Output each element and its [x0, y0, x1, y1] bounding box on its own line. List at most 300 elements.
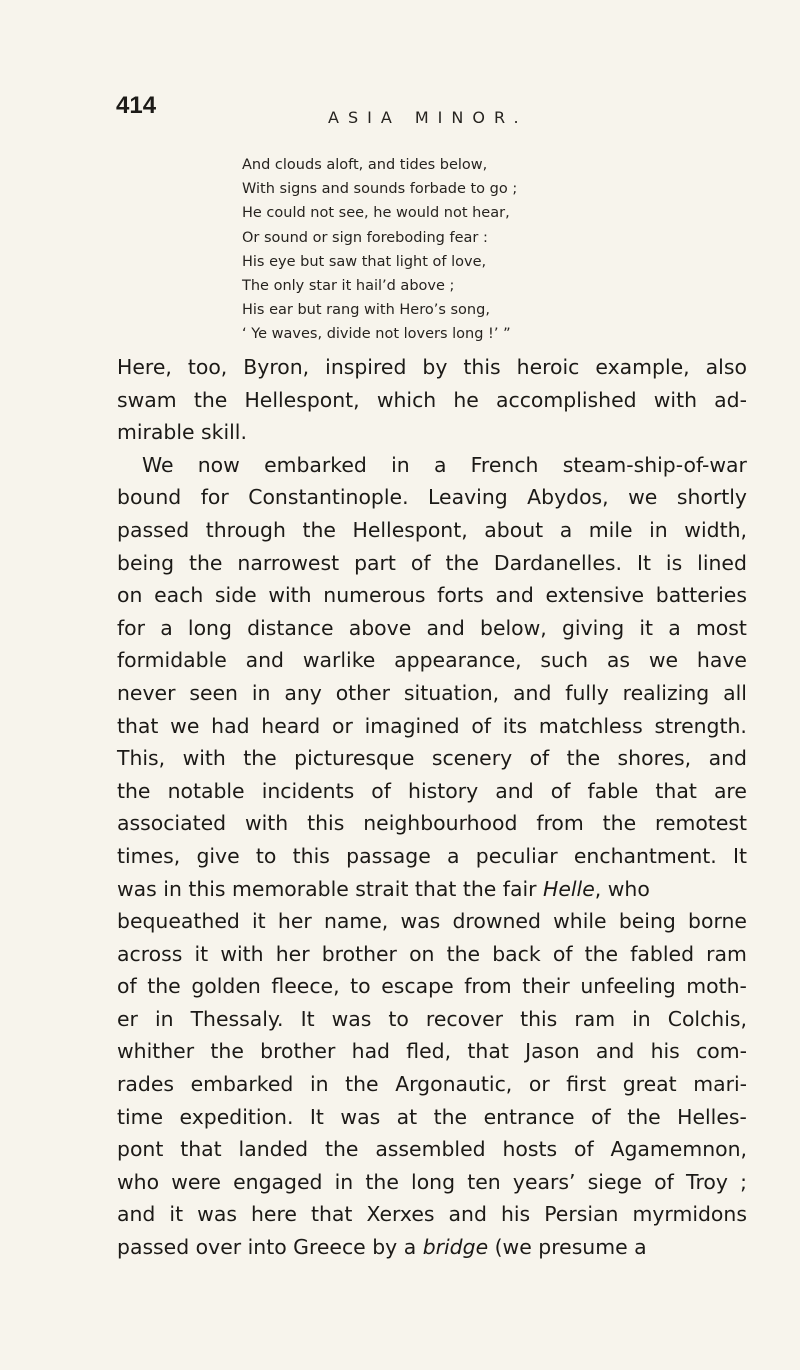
word: to	[388, 1006, 409, 1031]
word: Agamemnon,	[610, 1137, 747, 1162]
word: inspired	[325, 355, 407, 379]
word: the	[345, 1072, 379, 1097]
word: It	[732, 843, 747, 868]
text-line-content: was in this memorable strait that the fair	[117, 876, 543, 901]
word: steam-ship-of-war	[562, 452, 747, 477]
text-line	[117, 905, 747, 938]
word: most	[695, 615, 747, 640]
word: the	[627, 1104, 661, 1129]
text-line-content	[117, 644, 747, 677]
word: and	[448, 1202, 487, 1227]
word: it	[169, 1202, 184, 1227]
word: were	[171, 1169, 221, 1194]
word: peculiar	[475, 843, 558, 868]
word: was	[197, 1202, 237, 1227]
word: notable	[167, 778, 245, 803]
word: never	[117, 680, 176, 705]
word: side	[214, 583, 257, 608]
word: part	[354, 550, 396, 575]
verse-line: His ear but rang with Hero’s song,	[242, 302, 490, 319]
word: their	[522, 974, 570, 999]
word: Hellespont,	[244, 387, 360, 412]
word: Xerxes	[366, 1202, 435, 1227]
word: it	[252, 909, 266, 934]
text-line	[117, 547, 747, 580]
word: the	[302, 517, 336, 542]
text-line	[117, 1231, 747, 1264]
text-line	[117, 775, 747, 808]
word: about	[484, 517, 544, 542]
verse-quotation	[242, 153, 712, 347]
word: a	[668, 615, 681, 640]
text-line-content	[117, 1068, 747, 1101]
word: This,	[117, 746, 166, 771]
word: of	[410, 550, 431, 575]
word: Abydos,	[527, 485, 609, 510]
word: the	[445, 550, 479, 575]
word: associated	[117, 811, 227, 836]
verse-line: With signs and sounds forbade to go ;	[242, 181, 518, 198]
word: Dardanelles.	[493, 550, 622, 575]
word: strength.	[654, 713, 747, 738]
word: back	[492, 941, 541, 966]
text-line-content	[117, 1035, 747, 1068]
word: this	[520, 1006, 558, 1031]
word: fleece,	[271, 974, 340, 999]
word: formidable	[117, 648, 227, 673]
word: heard	[261, 713, 321, 738]
word: had	[211, 713, 250, 738]
word: fabled	[630, 941, 695, 966]
text-line	[117, 1133, 747, 1166]
verse-line: His eye but saw that light of love,	[242, 253, 487, 270]
text-line-content	[117, 612, 747, 645]
word: through	[205, 517, 286, 542]
word: too,	[187, 355, 228, 379]
word: We	[142, 452, 174, 477]
text-line-content	[117, 938, 747, 971]
word: rades	[117, 1072, 174, 1097]
word: enchantment.	[573, 843, 717, 868]
text-line	[117, 938, 747, 971]
word: times,	[117, 843, 181, 868]
word: that	[180, 1137, 222, 1162]
text-line-content	[117, 579, 747, 612]
word: and	[426, 615, 465, 640]
word: situation,	[403, 680, 500, 705]
word: in	[391, 452, 410, 477]
text-line-content	[117, 970, 747, 1003]
word: or	[331, 713, 353, 738]
text-line-content: mirable skill.	[117, 420, 247, 445]
text-line-content	[117, 1166, 747, 1199]
word: Jason	[525, 1039, 580, 1064]
word: we	[170, 713, 200, 738]
word: this	[463, 355, 501, 379]
word: it	[194, 941, 209, 966]
word: that	[467, 1039, 509, 1064]
word: each	[154, 583, 204, 608]
word: the	[147, 974, 181, 999]
word: his	[650, 1039, 680, 1064]
word: being	[618, 909, 676, 934]
word: brother	[260, 1039, 336, 1064]
word: with	[220, 941, 264, 966]
word: the	[243, 746, 277, 771]
word: of	[550, 778, 571, 803]
word: and	[708, 746, 747, 771]
text-line	[117, 579, 747, 612]
word: giving	[561, 615, 625, 640]
word: have	[696, 648, 747, 673]
word: example,	[595, 355, 690, 379]
word: that	[655, 778, 697, 803]
word: narrowest	[237, 550, 340, 575]
word: imagined	[364, 713, 460, 738]
word: expedition.	[179, 1104, 294, 1129]
word: moth-	[686, 974, 747, 999]
word: years’	[512, 1169, 576, 1194]
word: picturesque	[294, 746, 415, 771]
word: first	[566, 1072, 607, 1097]
text-line-content	[117, 351, 747, 384]
word: its	[502, 713, 528, 738]
word: lined	[697, 550, 747, 575]
text-line	[117, 840, 747, 873]
word: and	[117, 1202, 156, 1227]
word: all	[723, 680, 747, 705]
text-line-content	[142, 449, 747, 482]
text-line	[117, 742, 747, 775]
word: with	[244, 811, 289, 836]
word: forts	[437, 583, 484, 608]
word: in	[649, 517, 668, 542]
text-line-content	[117, 1198, 747, 1231]
text-line	[117, 1101, 747, 1134]
italic-name-helle: Helle	[542, 876, 595, 901]
word: matchless	[538, 713, 643, 738]
text-line-content	[117, 677, 747, 710]
word: now	[197, 452, 240, 477]
word: the	[210, 1039, 244, 1064]
word: is	[665, 550, 683, 575]
text-line	[117, 384, 747, 417]
word: the	[433, 1104, 468, 1129]
word: the	[193, 387, 228, 412]
word: of	[552, 941, 573, 966]
word: It	[636, 550, 651, 575]
word: scenery	[431, 746, 513, 771]
word: a	[433, 452, 447, 477]
text-line	[117, 807, 747, 840]
word: accomplished	[496, 387, 637, 412]
text-line-content	[117, 1133, 747, 1166]
word: in	[632, 1006, 651, 1031]
word: ram	[706, 941, 747, 966]
word: and	[495, 778, 534, 803]
word: as	[606, 648, 631, 673]
text-line	[117, 873, 747, 906]
word: extensive	[545, 583, 645, 608]
word: borne	[688, 909, 747, 934]
word: from	[536, 811, 584, 836]
italic-word-bridge: bridge	[422, 1235, 489, 1260]
word: we	[648, 648, 679, 673]
text-line-content	[117, 481, 747, 514]
word: to	[255, 843, 277, 868]
word: heroic	[516, 355, 580, 379]
word: long	[411, 1169, 456, 1194]
word: remotest	[655, 811, 747, 836]
word: mile	[588, 517, 633, 542]
text-line	[117, 1198, 747, 1231]
word: of	[471, 713, 492, 738]
word: while	[553, 909, 607, 934]
running-title: ASIA MINOR.	[328, 108, 528, 127]
word: give	[196, 843, 240, 868]
word: time	[117, 1104, 164, 1129]
word: this	[292, 843, 330, 868]
word: Byron,	[243, 355, 310, 379]
word: below,	[480, 615, 547, 640]
word: passage	[346, 843, 431, 868]
verse-line: The only star it hail’d above ;	[242, 278, 455, 295]
text-line-content: (we presume a	[488, 1235, 647, 1260]
word: and	[595, 1039, 635, 1064]
word: the	[117, 778, 151, 803]
text-line	[117, 1068, 747, 1101]
word: here	[250, 1202, 297, 1227]
word: long	[187, 615, 232, 640]
word: myrmidons	[632, 1202, 747, 1227]
word: in	[334, 1169, 354, 1194]
word: he	[453, 387, 479, 412]
word: are	[713, 778, 747, 803]
text-line	[117, 644, 747, 677]
text-line	[117, 1166, 747, 1199]
word: incidents	[261, 778, 355, 803]
word: and	[513, 680, 552, 705]
word: width,	[684, 517, 747, 542]
word: a	[559, 517, 573, 542]
word: unfeeling	[580, 974, 676, 999]
word: on	[117, 583, 143, 608]
word: her	[277, 909, 312, 934]
word: being	[117, 550, 175, 575]
word: and	[245, 648, 284, 673]
word: this	[307, 811, 345, 836]
word: Troy	[685, 1169, 728, 1194]
word: bound	[117, 485, 182, 510]
word: Leaving	[428, 485, 508, 510]
text-line-content: passed over into Greece by a	[117, 1235, 423, 1260]
word: ;	[740, 1169, 747, 1194]
text-line-content	[117, 775, 747, 808]
word: in	[154, 1006, 174, 1031]
text-line-content	[117, 1003, 747, 1036]
word: Persian	[544, 1202, 619, 1227]
word: mari-	[693, 1072, 747, 1097]
word: assembled	[375, 1137, 486, 1162]
word: such	[540, 648, 589, 673]
word: other	[335, 680, 391, 705]
text-line	[117, 514, 747, 547]
word: Thessaly.	[190, 1006, 284, 1031]
word: Hellespont,	[352, 517, 468, 542]
word: neighbourhood	[363, 811, 518, 836]
word: also	[705, 355, 747, 379]
word: shores,	[617, 746, 692, 771]
text-line	[117, 677, 747, 710]
word: a	[447, 843, 460, 868]
word: was	[331, 1006, 372, 1031]
word: ram	[574, 1006, 616, 1031]
word: escape	[381, 974, 454, 999]
text-line	[117, 970, 747, 1003]
word: shortly	[676, 485, 747, 510]
word: the	[188, 550, 223, 575]
word: it	[639, 615, 654, 640]
word: of	[591, 1104, 611, 1129]
word: above	[348, 615, 412, 640]
word: embarked	[190, 1072, 294, 1097]
text-line	[117, 481, 747, 514]
paragraph-start-line	[117, 449, 747, 482]
word: hosts	[502, 1137, 558, 1162]
word: distance	[247, 615, 334, 640]
text-line-content	[117, 384, 747, 417]
word: fable	[587, 778, 639, 803]
word: Constantinople.	[248, 485, 409, 510]
text-line	[117, 612, 747, 645]
text-line-content	[117, 547, 747, 580]
text-line-content	[117, 742, 747, 775]
word: which	[376, 387, 437, 412]
text-line-content	[117, 710, 747, 743]
word: the	[566, 746, 601, 771]
word: fled,	[406, 1039, 452, 1064]
word: golden	[191, 974, 261, 999]
word: or	[528, 1072, 550, 1097]
word: engaged	[233, 1169, 323, 1194]
word: for	[117, 615, 146, 640]
word: numerous	[323, 583, 426, 608]
word: fully	[565, 680, 609, 705]
word: we	[628, 485, 658, 510]
word: at	[396, 1104, 418, 1129]
word: embarked	[264, 452, 367, 477]
page-number: 414	[116, 92, 157, 119]
word: bequeathed	[117, 909, 240, 934]
word: the	[584, 941, 619, 966]
word: had	[351, 1039, 391, 1064]
word: of	[529, 746, 550, 771]
word: warlike	[302, 648, 376, 673]
word: for	[200, 485, 229, 510]
word: to	[350, 974, 371, 999]
text-line	[117, 416, 747, 449]
verse-line: Or sound or sign foreboding fear :	[242, 229, 488, 246]
word: and	[495, 583, 534, 608]
word: swam	[117, 387, 177, 412]
word: the	[446, 941, 481, 966]
word: that	[310, 1202, 353, 1227]
text-line	[117, 1003, 747, 1036]
word: the	[365, 1169, 399, 1194]
word: drowned	[452, 909, 541, 934]
word: in	[251, 680, 271, 705]
word: It	[309, 1104, 324, 1129]
word: in	[309, 1072, 329, 1097]
word: er	[117, 1006, 138, 1031]
text-line-content: , who	[594, 876, 650, 901]
word: great	[622, 1072, 677, 1097]
word: pont	[117, 1137, 164, 1162]
body-text	[117, 351, 747, 1264]
text-line-content	[117, 514, 747, 547]
word: any	[284, 680, 322, 705]
word: was	[400, 909, 441, 934]
word: seen	[189, 680, 238, 705]
word: passed	[117, 517, 190, 542]
word: French	[470, 452, 539, 477]
word: landed	[238, 1137, 309, 1162]
word: It	[300, 1006, 315, 1031]
text-line-content	[117, 905, 747, 938]
word: with	[268, 583, 312, 608]
word: a	[160, 615, 173, 640]
word: that	[117, 713, 159, 738]
word: name,	[323, 909, 389, 934]
word: ad-	[714, 387, 747, 412]
word: the	[602, 811, 637, 836]
text-line-content	[117, 807, 747, 840]
word: Helles-	[677, 1104, 747, 1129]
word: of	[573, 1137, 594, 1162]
word: of	[117, 974, 137, 999]
word: her	[275, 941, 310, 966]
word: appearance,	[394, 648, 522, 673]
word: Colchis,	[667, 1006, 747, 1031]
verse-line: And clouds aloft, and tides below,	[242, 157, 488, 173]
word: on	[409, 941, 435, 966]
text-line	[117, 710, 747, 743]
word: realizing	[622, 680, 710, 705]
word: whither	[117, 1039, 195, 1064]
word: entrance	[483, 1104, 575, 1129]
word: with	[182, 746, 226, 771]
word: Here,	[117, 355, 172, 379]
word: batteries	[655, 583, 747, 608]
word: who	[117, 1169, 160, 1194]
word: of	[654, 1169, 674, 1194]
word: com-	[696, 1039, 747, 1064]
word: the	[324, 1137, 359, 1162]
word: with	[653, 387, 697, 412]
text-line-content	[117, 840, 747, 873]
word: siege	[587, 1169, 642, 1194]
text-line	[117, 1035, 747, 1068]
word: of	[371, 778, 391, 803]
word: his	[500, 1202, 531, 1227]
word: across	[117, 941, 183, 966]
word: was	[340, 1104, 381, 1129]
word: from	[464, 974, 512, 999]
word: history	[408, 778, 479, 803]
word: recover	[425, 1006, 504, 1031]
text-line-content	[117, 1101, 747, 1134]
text-line	[117, 351, 747, 384]
